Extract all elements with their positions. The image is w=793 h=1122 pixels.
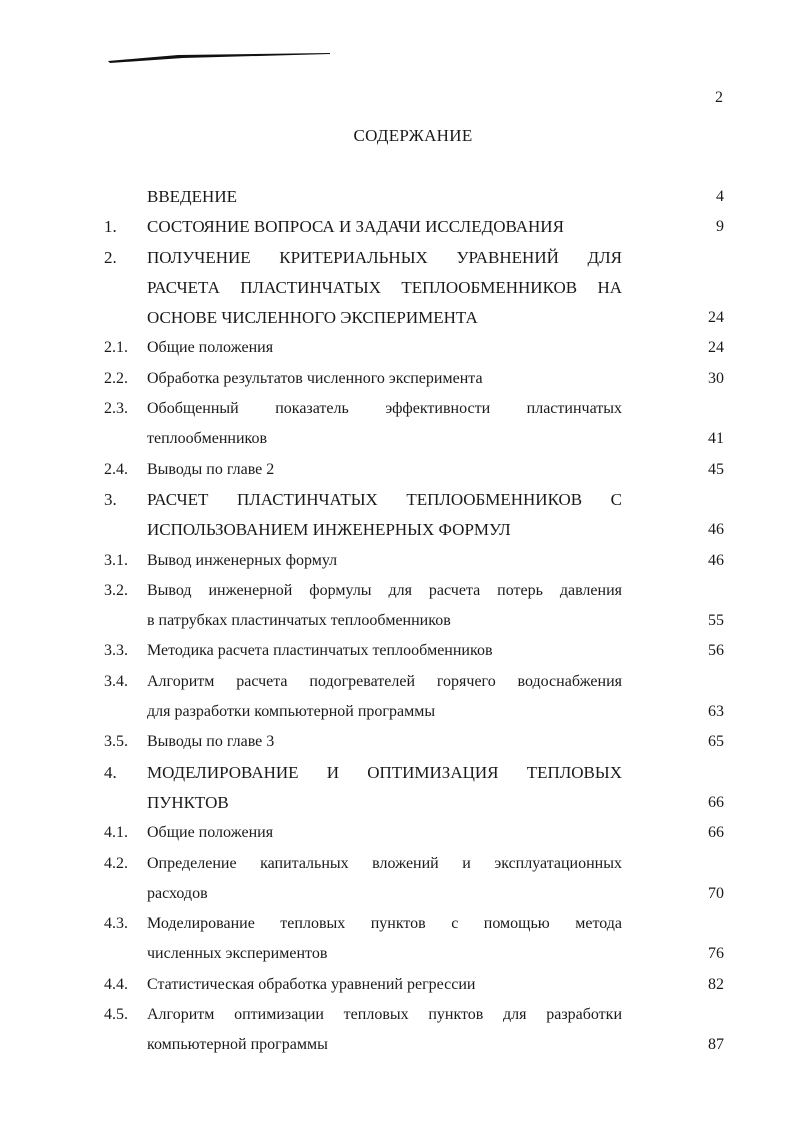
toc-entry-number: 1. xyxy=(104,217,117,237)
toc-entry-title xyxy=(147,818,622,848)
toc-entry-title-line: Выводы по главе 3 xyxy=(147,733,275,751)
toc-entry-title xyxy=(147,1000,622,1061)
toc-entry-title xyxy=(147,849,622,910)
toc-entry-title-line: Определение капитальных вложений и эксплуатационных xyxy=(147,854,622,872)
page-title: СОДЕРЖАНИЕ xyxy=(353,126,473,145)
toc-entry-title-line: Методика расчета пластинчатых теплообменников xyxy=(147,642,493,660)
toc-entry-title xyxy=(147,243,622,334)
toc-entry-title xyxy=(147,455,622,485)
toc-entry-title-line: ВВЕДЕНИЕ xyxy=(147,187,237,206)
toc-entry-page: 45 xyxy=(708,460,724,478)
toc-entry-title xyxy=(147,758,622,819)
toc-entry-title xyxy=(147,546,622,576)
toc-entry-page: 66 xyxy=(708,824,724,842)
toc-entry-title xyxy=(147,333,622,363)
toc-entry-title-line: Статистическая обработка уравнений регрессии xyxy=(147,975,476,993)
toc-entry-page: 76 xyxy=(708,945,724,963)
toc-entry xyxy=(0,909,793,970)
toc-entry-page: 24 xyxy=(708,339,724,357)
toc-entry xyxy=(0,970,793,1000)
toc-entry-page: 65 xyxy=(708,733,724,751)
toc-entry-page: 56 xyxy=(708,642,724,660)
toc-entry-number: 4.5. xyxy=(104,1006,128,1024)
toc-entry-title-line: РАСЧЕТА ПЛАСТИНЧАТЫХ ТЕПЛООБМЕННИКОВ НА xyxy=(147,277,622,297)
toc-entry-number: 2.4. xyxy=(104,460,128,478)
toc-entry-number: 2. xyxy=(104,247,117,267)
toc-entry-page: 30 xyxy=(708,369,724,387)
toc-entry-title-line: в патрубках пластинчатых теплообменников xyxy=(147,612,451,630)
toc-entry-title xyxy=(147,182,622,212)
toc-entry-number: 3. xyxy=(104,489,117,509)
toc-entry-page: 63 xyxy=(708,703,724,721)
toc-entry-title-line: Алгоритм расчета подогревателей горячего водоснабжения xyxy=(147,672,622,690)
toc-entry-page: 24 xyxy=(708,309,724,327)
toc-entry-page: 82 xyxy=(708,975,724,993)
toc-entry-number: 2.2. xyxy=(104,369,128,387)
toc-entry xyxy=(0,727,793,757)
toc-entry-title xyxy=(147,970,622,1000)
toc-entry-number: 3.2. xyxy=(104,581,128,599)
toc-entry-number: 3.5. xyxy=(104,733,128,751)
toc-entry-title-line: для разработки компьютерной программы xyxy=(147,703,436,721)
toc-entry-number: 3.1. xyxy=(104,551,128,569)
toc-entry-number: 4.2. xyxy=(104,854,128,872)
toc-entry-title xyxy=(147,909,622,970)
toc-entry-number: 4.3. xyxy=(104,915,128,933)
toc-entry-page: 41 xyxy=(708,430,724,448)
toc-entry-title-line: РАСЧЕТ ПЛАСТИНЧАТЫХ ТЕПЛООБМЕННИКОВ С xyxy=(147,489,622,509)
toc-entry-title-line: ПУНКТОВ xyxy=(147,792,229,812)
toc-entry-title-line: теплообменников xyxy=(147,430,268,448)
toc-entry-title xyxy=(147,212,622,242)
toc-entry-page: 4 xyxy=(716,188,724,205)
toc-entry xyxy=(0,1000,793,1061)
toc-entry-page: 66 xyxy=(708,793,724,811)
toc-entry-page: 55 xyxy=(708,612,724,630)
toc-entry-number: 3.3. xyxy=(104,642,128,660)
toc-entry xyxy=(0,212,793,242)
toc-entry-number: 2.3. xyxy=(104,400,128,418)
toc-entry-title-line: Алгоритм оптимизации тепловых пунктов для разработки xyxy=(147,1006,622,1024)
toc-entry-title-line: численных экспериментов xyxy=(147,945,328,963)
toc-entry xyxy=(0,364,793,394)
toc-entry-title xyxy=(147,364,622,394)
toc-entry-title xyxy=(147,667,622,728)
toc-entry-title-line: Обработка результатов численного эксперимента xyxy=(147,369,483,387)
toc-entry xyxy=(0,636,793,666)
toc-entry-title-line: СОСТОЯНИЕ ВОПРОСА И ЗАДАЧИ ИССЛЕДОВАНИЯ xyxy=(147,217,564,237)
toc-entry-title-line: ОСНОВЕ ЧИСЛЕННОГО ЭКСПЕРИМЕНТА xyxy=(147,308,478,328)
toc-entry-title xyxy=(147,394,622,455)
toc-entry xyxy=(0,667,793,728)
toc-entry-title xyxy=(147,727,622,757)
toc-entry xyxy=(0,455,793,485)
toc-entry-page: 46 xyxy=(708,551,724,569)
toc-entry xyxy=(0,243,793,334)
toc-entry-number: 4.1. xyxy=(104,824,128,842)
toc-entry-page: 87 xyxy=(708,1036,724,1054)
toc-entry-number: 3.4. xyxy=(104,672,128,690)
toc-entry-title xyxy=(147,576,622,637)
toc-entry-title-line: Обобщенный показатель эффективности пластинчатых xyxy=(147,400,622,418)
toc-entry-title xyxy=(147,636,622,666)
toc-entry xyxy=(0,394,793,455)
page-number: 2 xyxy=(715,89,723,106)
toc-entry-number: 2.1. xyxy=(104,339,128,357)
toc-entry-page: 70 xyxy=(708,884,724,902)
toc-entry xyxy=(0,485,793,546)
toc-entry-title-line: расходов xyxy=(147,884,208,902)
toc-entry xyxy=(0,182,793,212)
toc-entry xyxy=(0,818,793,848)
toc-entry-title-line: Выводы по главе 2 xyxy=(147,460,275,478)
toc-entry xyxy=(0,849,793,910)
toc-entry xyxy=(0,576,793,637)
toc-entry-title-line: Общие положения xyxy=(147,339,274,357)
toc-entry-title-line: ИСПОЛЬЗОВАНИЕМ ИНЖЕНЕРНЫХ ФОРМУЛ xyxy=(147,520,511,540)
toc-entry xyxy=(0,333,793,363)
table-of-contents xyxy=(0,182,793,1061)
toc-entry-title-line: ПОЛУЧЕНИЕ КРИТЕРИАЛЬНЫХ УРАВНЕНИЙ ДЛЯ xyxy=(147,247,622,267)
toc-entry-title-line: МОДЕЛИРОВАНИЕ И ОПТИМИЗАЦИЯ ТЕПЛОВЫХ xyxy=(147,762,622,782)
toc-entry xyxy=(0,758,793,819)
toc-entry-number: 4. xyxy=(104,762,117,782)
toc-entry-title-line: Моделирование тепловых пунктов с помощью метода xyxy=(147,915,622,933)
toc-entry-number: 4.4. xyxy=(104,975,128,993)
toc-entry-title xyxy=(147,485,622,546)
scan-mark-graphic xyxy=(108,51,330,63)
toc-entry xyxy=(0,546,793,576)
toc-entry-title-line: Вывод инженерной формулы для расчета потерь давления xyxy=(147,581,622,599)
toc-entry-title-line: Общие положения xyxy=(147,824,274,842)
toc-entry-page: 46 xyxy=(708,521,724,539)
toc-entry-page: 9 xyxy=(716,218,724,236)
toc-entry-title-line: компьютерной программы xyxy=(147,1036,328,1054)
toc-entry-title-line: Вывод инженерных формул xyxy=(147,551,338,569)
